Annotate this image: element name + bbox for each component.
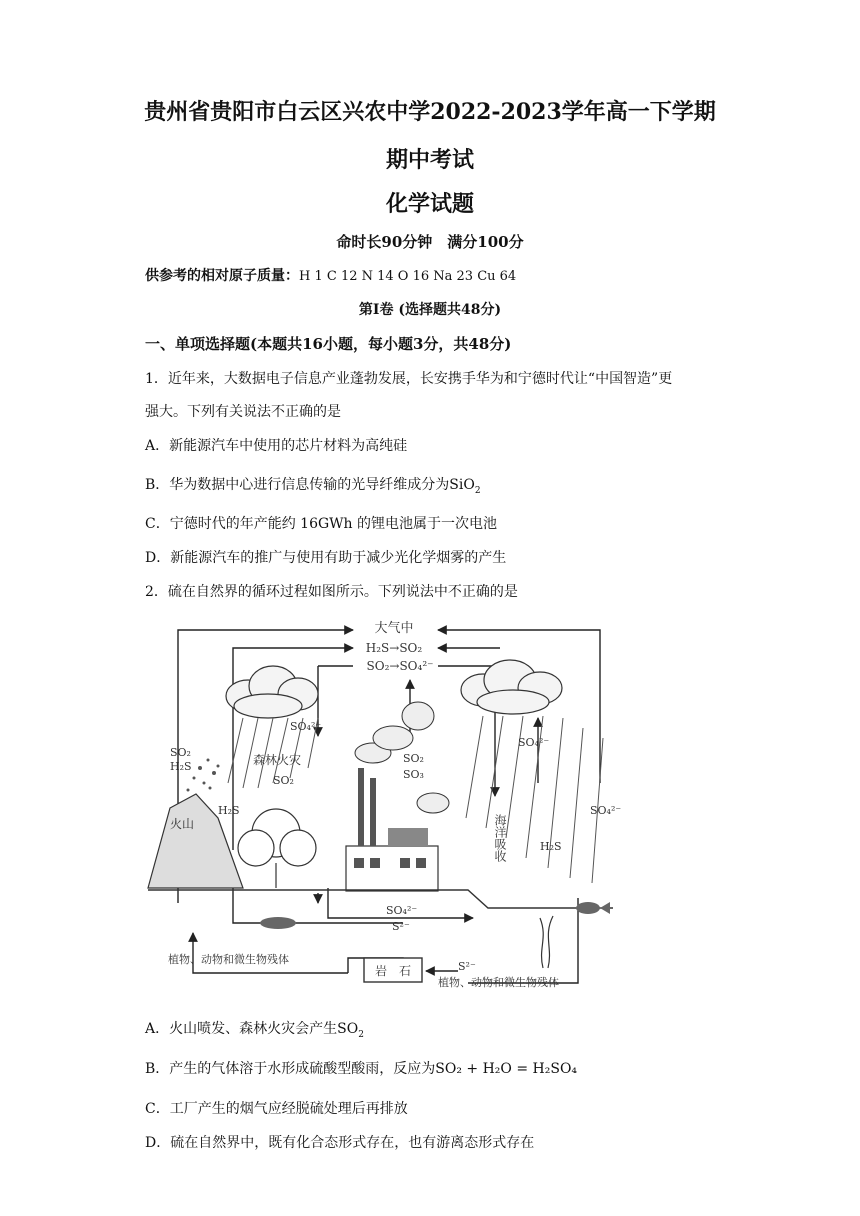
q2-option-a-subscript: 2 (358, 1029, 364, 1040)
label-residue-left: 植物、动物和微生物残体 (168, 953, 289, 966)
label-factory-so3: SO₃ (403, 768, 424, 781)
label-so2-to-so4: SO₂→SO₄²⁻ (366, 659, 434, 673)
label-edge-so4: SO₄²⁻ (590, 804, 622, 817)
tree-icon (238, 809, 316, 888)
ground-line (148, 890, 613, 908)
volume-title: 第Ⅰ卷 (选择题共48分) (358, 302, 502, 318)
q2-option-b: B．产生的气体溶于水形成硫酸型酸雨，反应为SO₂ + H₂O = H₂SO₄ (145, 1061, 578, 1077)
sulfur-cycle-diagram (148, 618, 622, 998)
label-volcano-h2s-arrow: H₂S (218, 804, 240, 817)
label-atmosphere: 大气中 (374, 621, 414, 636)
label-rock-s2: S²⁻ (458, 960, 476, 973)
q1-option-c: C．宁德时代的年产能约 16GWh 的锂电池属于一次电池 (145, 516, 498, 532)
seaweed-icon (540, 916, 553, 968)
q1-option-b (145, 474, 481, 496)
residue-icon (260, 917, 296, 929)
exam-title-line1: 贵州省贵阳市白云区兴农中学2022-2023学年高一下学期 (144, 99, 716, 125)
q2-option-c: C．工厂产生的烟气应经脱硫处理后再排放 (145, 1101, 408, 1117)
exam-title-line2: 期中考试 (385, 147, 474, 173)
q2-option-d: D．硫在自然界中，既有化合态形式存在，也有游离态形式存在 (145, 1135, 535, 1151)
q2-option-a-text: A．火山喷发、森林火灾会产生SO (145, 1021, 359, 1037)
label-volcano: 火山 (170, 817, 195, 831)
label-rock: 岩 石 (374, 964, 412, 978)
atomic-mass-values: H 1 C 12 N 14 O 16 Na 23 Cu 64 (299, 269, 517, 284)
q1-option-d: D．新能源汽车的推广与使用有助于减少光化学烟雾的产生 (145, 550, 507, 566)
label-fire-so2: SO₂ (273, 774, 294, 787)
atomic-mass-label: 供参考的相对原子质量： (145, 268, 299, 284)
label-factory-so2: SO₂ (403, 752, 424, 765)
label-volcano-h2s: H₂S (170, 760, 192, 773)
label-rain-so4-right: SO₄²⁻ (518, 736, 550, 749)
exam-info: 命时长90分钟 满分100分 (336, 233, 524, 251)
cloud-right-icon (461, 660, 562, 714)
q1-option-a: A．新能源汽车中使用的芯片材料为高纯硅 (145, 438, 408, 454)
label-ocean-h2s: H₂S (540, 840, 562, 853)
q1-stem-line2: 强大。下列有关说法不正确的是 (145, 404, 341, 420)
q1-stem-line1: 1．近年来，大数据电子信息产业蓬勃发展，长安携手华为和宁德时代让“中国智造”更 (145, 371, 673, 387)
label-h2s-to-so2: H₂S→SO₂ (365, 641, 423, 655)
cloud-left-icon (226, 666, 318, 718)
label-ocean-absorb: 海洋吸收 (493, 814, 507, 862)
factory-icon (346, 768, 438, 891)
label-residue-right: 植物、动物和微生物残体 (438, 976, 559, 989)
q2-option-a (145, 1018, 364, 1040)
atomic-mass-line (145, 265, 516, 285)
q1-option-b-subscript: 2 (474, 485, 481, 496)
label-rain-so4-left: SO₄²⁻ (290, 720, 322, 733)
label-forest-fire: 森林火灾 (253, 753, 302, 767)
label-volcano-so2: SO₂ (170, 746, 191, 759)
q2-stem: 2．硫在自然界的循环过程如图所示。下列说法中不正确的是 (145, 584, 518, 600)
part-title: 一、单项选择题(本题共16小题，每小题3分，共48分) (145, 335, 512, 353)
exam-subject-title: 化学试题 (385, 191, 474, 217)
smoke-icon (355, 702, 449, 813)
fish-icon (576, 902, 610, 914)
label-ground-s2: S²⁻ (392, 920, 410, 933)
label-ground-so4: SO₄²⁻ (386, 904, 418, 917)
q1-option-b-text: B．华为数据中心进行信息传输的光导纤维成分为SiO (145, 477, 475, 493)
